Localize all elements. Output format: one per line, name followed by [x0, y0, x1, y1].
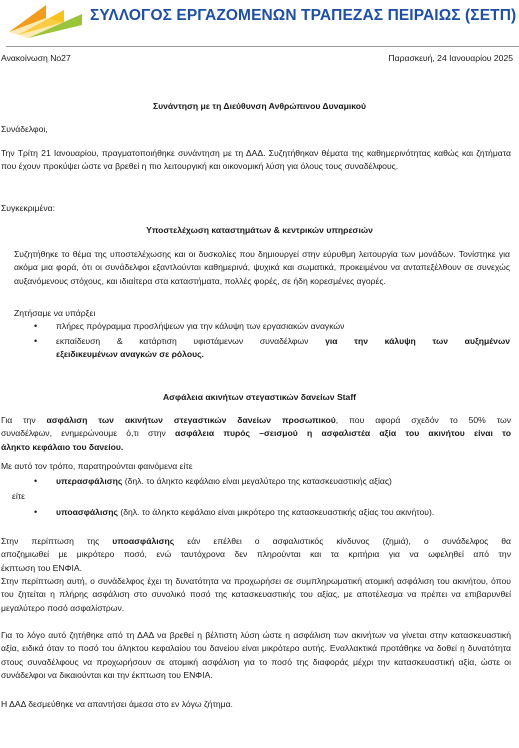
bullet-training-text: εκπαίδευση & κατάρτιση υφιστάμενων συναδέλφων — [56, 336, 326, 346]
p3-text-4: έκπτωση του ΕΝΦΙΑ. — [1, 562, 82, 573]
p1-bold-outstanding-capital: άληκτο κεφάλαιο του δανείου. — [1, 441, 124, 452]
union-logo — [6, 2, 86, 40]
announcement-date: Παρασκευή, 24 Ιανουαρίου 2025 — [388, 53, 513, 63]
p3-text: Στην περίπτωση της — [1, 536, 113, 546]
section-heading-insurance: Ασφάλεια ακινήτων στεγαστικών δανείων Staff — [162, 392, 357, 402]
requested-label: Ζητήσαμε να υπάρξει — [14, 308, 96, 318]
p1-bold-staff-loans: ασφάλιση των ακινήτων στεγαστικών δανείων προσωπικού — [46, 415, 336, 425]
bullet-over-insurance — [56, 475, 392, 488]
insurance-paragraph-1 — [1, 414, 511, 454]
bullet-training — [56, 335, 510, 362]
organization-title: ΣΥΛΛΟΓΟΣ ΕΡΓΑΖΟΜΕΝΩΝ ΤΡΑΠΕΖΑΣ ΠΕΙΡΑΙΩΣ (ΣΕΤΠ) — [90, 7, 517, 24]
under-insurance-desc: (δηλ. το άληκτο κεφάλαιο είναι μικρότερο της κατασκευαστικής αξίας του ακινήτου). — [117, 507, 435, 517]
closing-line: Η ΔΑΔ δεσμεύθηκε να απαντήσει άμεσα στο εν λόγω ζήτημα. — [1, 699, 233, 709]
insurance-paragraph-4: Στην περίπτωση αυτή, ο συνάδελφος έχει τη δυνατότητα να προχωρήσει σε συμπληρωματική ατομική ασφάλιση του ακινήτου, όπου του ζητείται η πλήρης ασφάλιση στο συνολικό ποσό της κατασκευαστικής του αξίας, με αποτέλεσμα να πρέπει να επιβαρυνθεί μεγαλύτερο ποσό ασφαλίστρων. — [1, 576, 511, 613]
over-insurance-desc: (δηλ. το άληκτο κεφάλαιο είναι μεγαλύτερο της κατασκευαστικής αξίας) — [122, 476, 392, 486]
header-divider — [6, 46, 519, 47]
over-insurance-term: υπερασφάλισης — [56, 476, 123, 486]
p3-text-3: αποζημιωθεί με μικρότερο ποσό, ενώ ταυτόχρονα δεν πληρούνται και τα κριτήρια για να ωφεληθεί από την — [1, 549, 511, 560]
bullet-under-insurance — [56, 506, 434, 519]
insurance-paragraph-5: Για το λόγο αυτό ζητήθηκε από τη ΔΑΔ να βρεθεί η βέλτιστη λύση ώστε η ασφάλιση των ακινήτων να γίνεται στην κατασκευαστική αξία, ειδικά όταν το ποσό του άληκτου κεφαλαίου του δανείου είναι μικρότερο αυτής. Εναλλακτικά προτάθηκε να δοθεί η δυνατότητα στους συναδέλφους να προχωρήσουν σε ατομική ασφάλιση για το ποσό της διαφοράς μέχρι την κατασκευαστική αξία, ώστε οι συνάδελφοι να δικαιούνται και την έκπτωση του ΕΝΦΙΑ. — [1, 630, 511, 681]
bullet-training-bold-cont: εξειδικευμένων αναγκών σε ρόλους. — [56, 349, 204, 360]
either-label: είτε — [12, 491, 25, 501]
intro-paragraph: Την Τρίτη 21 Ιανουαρίου, πραγματοποιήθηκε συνάντηση με τη ΔΑΔ. Συζητήθηκαν θέματα της καθημερινότητας καθώς και ζητήματα που έχουν προκύψει ώστε να βρεθεί η πιο λειτουργική και οικονομική λύση για όλους τους συναδέλφους. — [1, 148, 511, 172]
greeting: Συνάδελφοι, — [1, 124, 48, 134]
under-insurance-term: υποασφάλισης — [56, 507, 118, 517]
specifically-label: Συγκεκριμένα: — [1, 203, 55, 213]
p3-bold-underinsurance: υποασφάλισης — [112, 536, 175, 546]
section-heading-understaffing: Υποστελέχωση καταστημάτων & κεντρικών υπηρεσιών — [146, 225, 373, 235]
p1-bold-fire-quake: ασφάλεια πυρός –σεισμού η ασφαλιστέα αξία του ακινήτου είναι το — [175, 428, 511, 439]
letterhead — [6, 2, 516, 40]
p3-text-2: εάν επέλθει ο ασφαλιστικός κίνδυνος (ζημιά), ο συνάδελφος θα — [174, 536, 512, 546]
bullet-hiring: πλήρες πρόγραμμα προσλήψεων για την κάλυψη των εργασιακών αναγκών — [56, 321, 345, 331]
bullet-dot: • — [34, 507, 38, 517]
announcement-number: Ανακοίνωση Νο27 — [1, 53, 71, 63]
bullet-dot: • — [34, 336, 38, 346]
understaffing-paragraph: Συζητήθηκε το θέμα της υποστελέχωσης και οι δυσκολίες που δημιουργεί στην εύρυθμη λειτουργία των μονάδων. Τονίστηκε για ακόμα μια φορά, ότι οι συνάδελφοι εξαντλούνται καθημερινά, ψυχικά και σωματικά, προκειμένου να ανταπεξέλθουν σε συνεχώς αυξανόμενους στόχους, και ιδιαίτερα στα καταστήματα, πολλές φορές, σε ήδη κορεσμένες αγορές. — [14, 249, 510, 286]
bullet-training-bold: για την κάλυψη των αυξημένων — [325, 336, 510, 346]
insurance-paragraph-3 — [1, 535, 511, 575]
bullet-dot: • — [34, 476, 38, 486]
p1-text: Για την — [1, 415, 47, 425]
subject-heading: Συνάντηση με τη Διεύθυνση Ανθρώπινου Δυναμικού — [152, 101, 367, 111]
p1-text-3: συναδέλφων, ενημερώνουμε ό,τι στην — [1, 428, 176, 439]
bullet-dot: • — [34, 321, 38, 331]
phenomena-label: Με αυτό τον τρόπο, παρατηρούνται φαινόμενα είτε — [1, 461, 193, 471]
p1-text-2: , που αφορά σχεδόν το 50% των — [335, 415, 511, 425]
